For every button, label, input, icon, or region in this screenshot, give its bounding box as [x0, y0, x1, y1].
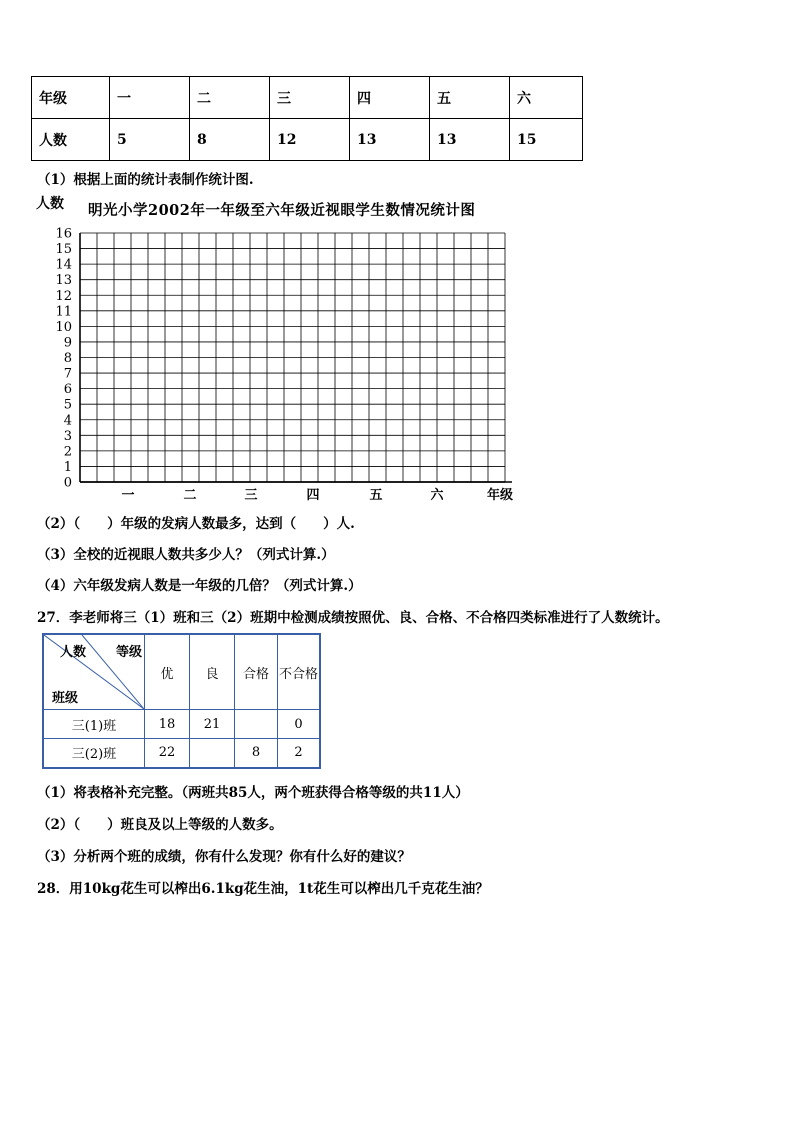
- y-tick-label: 1: [63, 459, 72, 475]
- header-class-label: 班级: [52, 691, 79, 706]
- x-axis-label: 年级: [486, 488, 514, 503]
- column-header: 良: [190, 634, 235, 710]
- table-row: [43, 634, 320, 710]
- table-cell: 22: [145, 739, 190, 768]
- table-cell: 人数: [32, 119, 110, 161]
- y-tick-label: 13: [55, 273, 72, 289]
- table-cell: 13: [350, 119, 430, 161]
- y-tick-label: 4: [63, 413, 72, 429]
- header-grade-label: 等级: [116, 645, 143, 660]
- chart-ylabel: 人数: [36, 196, 64, 212]
- question-4: （4）六年级发病人数是一年级的几倍？（列式计算.）: [37, 578, 362, 594]
- y-tick-label: 10: [55, 319, 72, 335]
- y-tick-label: 14: [55, 257, 72, 273]
- column-header: 不合格: [278, 634, 321, 710]
- x-category-label: 二: [183, 488, 197, 503]
- table-cell: 18: [145, 710, 190, 739]
- problem-28-title: 28．用10kg花生可以榨出6.1kg花生油，1t花生可以榨出几千克花生油？: [37, 881, 489, 897]
- y-tick-label: 2: [63, 444, 72, 460]
- table-cell: [235, 710, 278, 739]
- table-cell: 四: [350, 77, 430, 119]
- y-tick-label: 3: [63, 428, 72, 444]
- problem-27-title: 27．李老师将三（1）班和三（2）班期中检测成绩按照优、良、合格、不合格四类标准进行了人数统计。: [37, 610, 669, 626]
- y-tick-label: 7: [63, 366, 72, 382]
- x-category-label: 五: [369, 488, 383, 503]
- y-tick-label: 6: [63, 382, 72, 398]
- table-cell: 15: [510, 119, 583, 161]
- x-category-label: 一: [121, 488, 135, 503]
- table-cell: 五: [430, 77, 510, 119]
- table-cell: 5: [110, 119, 190, 161]
- row-header: 三(1)班: [43, 710, 145, 739]
- table-cell: [190, 739, 235, 768]
- y-tick-label: 8: [63, 351, 72, 366]
- row-header: 三(2)班: [43, 739, 145, 768]
- y-tick-label: 0: [63, 475, 72, 491]
- table-cell: 年级: [32, 77, 110, 119]
- column-header: 优: [145, 634, 190, 710]
- diagonal-header-cell: [43, 634, 145, 710]
- question-3: （3）全校的近视眼人数共多少人？（列式计算.）: [37, 547, 335, 563]
- class-score-table: [42, 633, 321, 769]
- y-tick-label: 5: [63, 397, 72, 413]
- header-count-label: 人数: [60, 645, 87, 660]
- table-row: [43, 739, 320, 768]
- y-tick-label: 15: [55, 242, 72, 258]
- table-cell: 21: [190, 710, 235, 739]
- x-category-label: 三: [244, 488, 258, 503]
- y-tick-label: 11: [55, 304, 72, 320]
- y-tick-label: 12: [55, 288, 72, 304]
- y-tick-label: 9: [63, 335, 72, 351]
- table-cell: 12: [270, 119, 350, 161]
- chart-title: 明光小学2002年一年级至六年级近视眼学生数情况统计图: [88, 202, 476, 219]
- grid-chart: [0, 0, 794, 520]
- table-cell: 二: [190, 77, 270, 119]
- table-cell: 六: [510, 77, 583, 119]
- table-cell: 三: [270, 77, 350, 119]
- table-cell: 0: [278, 710, 321, 739]
- problem-27-q1: （1）将表格补充完整。（两班共85人，两个班获得合格等级的共11人）: [37, 785, 469, 801]
- y-tick-label: 16: [55, 226, 72, 242]
- table-cell: 2: [278, 739, 321, 768]
- table-cell: 一: [110, 77, 190, 119]
- table-row: [43, 710, 320, 739]
- column-header: 合格: [235, 634, 278, 710]
- problem-27-q2: （2）（ ）班良及以上等级的人数多。: [37, 817, 283, 833]
- x-category-label: 六: [430, 488, 444, 503]
- table-cell: 8: [190, 119, 270, 161]
- table-cell: 13: [430, 119, 510, 161]
- table-cell: 8: [235, 739, 278, 768]
- question-1: （1）根据上面的统计表制作统计图.: [37, 172, 254, 188]
- question-2: （2）（ ）年级的发病人数最多，达到（ ）人.: [37, 516, 355, 532]
- problem-27-q3: （3）分析两个班的成绩，你有什么发现？你有什么好的建议？: [37, 849, 411, 865]
- x-category-label: 四: [306, 488, 320, 503]
